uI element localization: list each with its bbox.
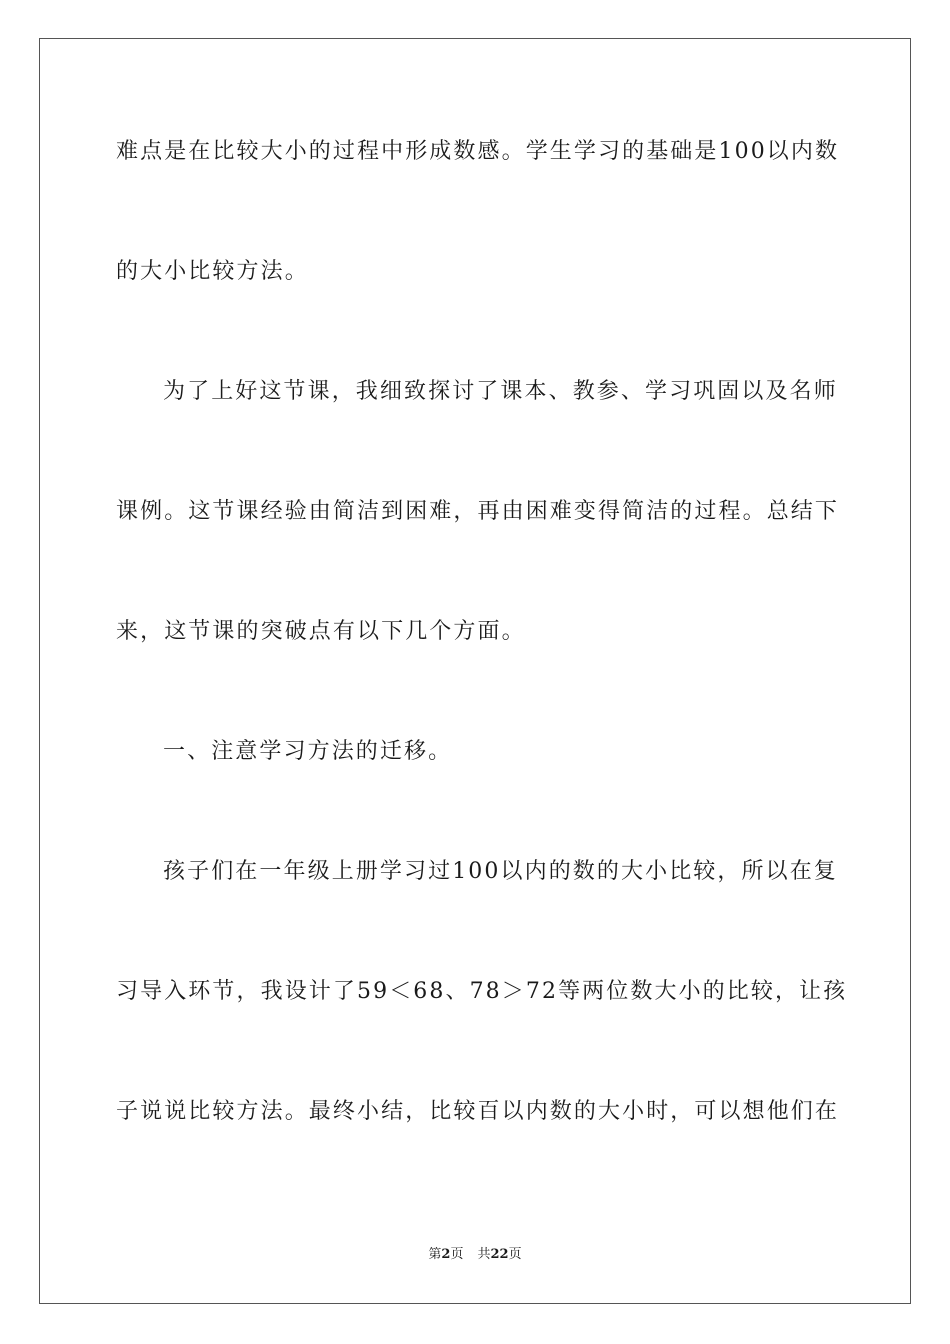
page-prefix: 第 (428, 1247, 442, 1262)
text-line-2: 的大小比较方法。 (116, 259, 309, 284)
total-pages: 22 (490, 1247, 509, 1262)
text-line-9: 子说说比较方法。最终小结，比较百以内数的大小时，可以想他们在 (116, 1099, 840, 1124)
page-suffix: 页 (450, 1247, 464, 1262)
page-number: 2 (441, 1247, 451, 1262)
total-prefix: 共 (477, 1247, 491, 1262)
text-line-1: 难点是在比较大小的过程中形成数感。学生学习的基础是100以内数 (116, 139, 840, 164)
text-line-3: 为了上好这节课，我细致探讨了课本、教参、学习巩固以及名师 (163, 379, 838, 404)
text-line-5: 来，这节课的突破点有以下几个方面。 (116, 619, 526, 644)
page-footer (0, 1246, 950, 1264)
text-line-8: 习导入环节，我设计了59＜68、78＞72等两位数大小的比较，让孩 (116, 979, 848, 1004)
text-line-4: 课例。这节课经验由简洁到困难，再由困难变得简洁的过程。总结下 (116, 499, 840, 524)
section-heading: 一、注意学习方法的迁移。 (163, 739, 453, 764)
text-line-7: 孩子们在一年级上册学习过100以内的数的大小比较，所以在复 (163, 859, 838, 884)
total-suffix: 页 (508, 1247, 522, 1262)
